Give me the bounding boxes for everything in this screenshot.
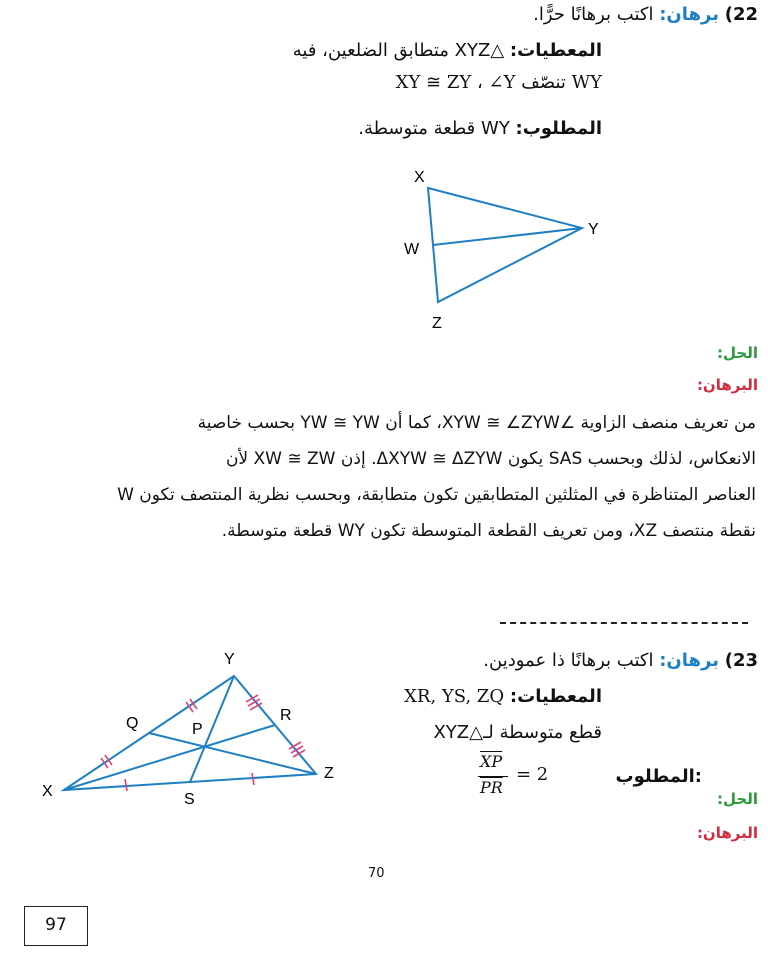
p22-given-label: المعطيات: xyxy=(509,40,602,61)
vertex-label-x: X xyxy=(414,169,425,186)
triangle-xyz-figure xyxy=(380,160,620,340)
p23-given-line2: قطع متوسطة لـ△XYZ xyxy=(433,722,602,743)
p22-solution-label: الحل: xyxy=(717,344,758,362)
p22-proof-line-4: نقطة منتصف XZ، ومن تعريف القطعة المتوسطة تكون WY قطعة متوسطة. xyxy=(221,521,756,541)
p23-given-label: المعطيات: xyxy=(509,686,602,707)
vertex-label-s: S xyxy=(184,791,195,808)
p22-required-label: المطلوب: xyxy=(515,118,602,139)
median-triangle-figure xyxy=(38,644,358,814)
p23-fraction-num: $\overline{XP}$ xyxy=(480,752,503,771)
p22-instruction: اكتب برهانًا حرًّا. xyxy=(533,4,654,25)
p22-proof-line-1: من تعريف منصف الزاوية ∠XYW ≅ ∠ZYW، كما أن YW ≅ YW بحسب خاصية xyxy=(197,413,756,433)
median-xr xyxy=(64,725,275,790)
p23-instruction: اكتب برهانًا ذا عمودين. xyxy=(483,650,654,671)
p22-required xyxy=(358,118,602,139)
vertex-label-p: P xyxy=(192,721,203,738)
p23-header xyxy=(483,650,758,671)
vertex-label-y-23: Y xyxy=(224,651,235,668)
p23-given-line1: XR, YS, ZQ xyxy=(404,686,505,707)
p23-required xyxy=(472,752,702,804)
segment-wy xyxy=(433,228,582,245)
vertex-label-z-23: Z xyxy=(324,765,334,782)
median-zq xyxy=(149,733,316,774)
triangle-xyz-medians xyxy=(64,676,316,790)
p23-given xyxy=(404,686,602,707)
p23-solution-label: الحل: xyxy=(717,790,758,808)
p23-fraction-eq: = 2 xyxy=(516,764,549,785)
p22-number: 22) xyxy=(724,4,758,25)
triangle-xyz xyxy=(428,188,582,302)
p23-number: 23) xyxy=(724,650,758,671)
p23-fraction-den: $\overline{PR}$ xyxy=(480,778,503,797)
p22-given-line1: △XYZ متطابق الضلعين، فيه xyxy=(292,40,505,61)
p23-required-label: المطلوب: xyxy=(615,766,702,787)
vertex-label-r: R xyxy=(280,707,292,724)
vertex-label-y: Y xyxy=(588,221,599,238)
page-number-box: 97 xyxy=(24,906,88,946)
vertex-label-x-23: X xyxy=(42,783,53,800)
p22-given-line2: XY ≅ ZY ، ∠Y تنصّف WY xyxy=(395,72,602,93)
p22-proof-line-2: الانعكاس، لذلك وبحسب SAS يكون ΔXYW ≅ ΔZYW. إذن XW ≅ ZW لأن xyxy=(225,449,756,469)
vertex-label-w: W xyxy=(404,241,420,258)
vertex-label-z: Z xyxy=(432,315,442,332)
p23-fraction-bar xyxy=(478,776,508,777)
vertex-label-q: Q xyxy=(126,715,139,732)
p22-given xyxy=(293,40,602,61)
p22-header xyxy=(533,4,758,25)
p22-required-text: WY قطعة متوسطة. xyxy=(358,118,510,139)
p23-proof-label: برهان: xyxy=(659,650,719,671)
p22-proof-label: برهان: xyxy=(659,4,719,25)
page-number-center: 70 xyxy=(368,866,385,881)
p22-proof-heading: البرهان: xyxy=(696,376,758,394)
section-divider xyxy=(500,622,748,624)
p22-proof-line-3: العناصر المتناظرة في المثلثين المتطابقين تكون متطابقة، وبحسب نظرية المنتصف تكون W xyxy=(117,485,756,505)
p23-proof-heading: البرهان: xyxy=(696,824,758,842)
